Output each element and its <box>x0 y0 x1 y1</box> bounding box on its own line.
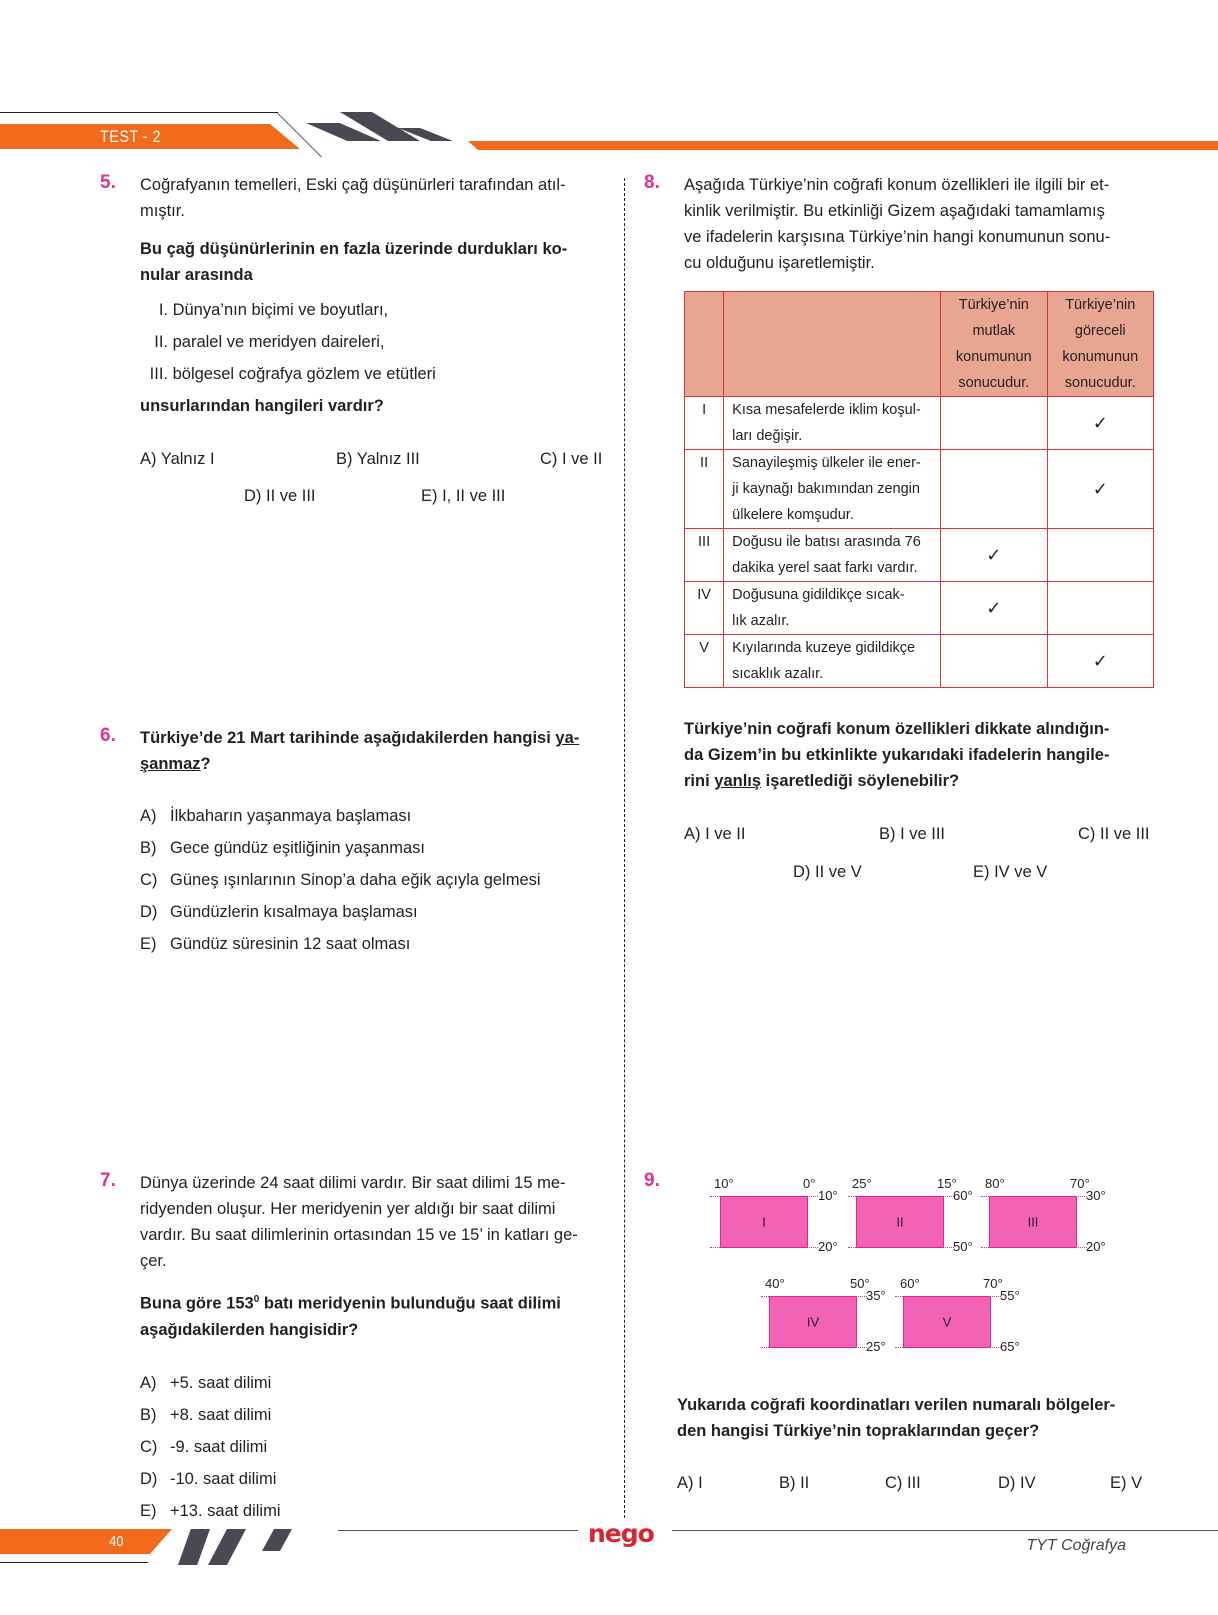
option-e[interactable]: E) I, II ve III <box>421 487 506 505</box>
footer-rule <box>672 1530 1218 1531</box>
longitude-left-label: 10° <box>714 1176 734 1191</box>
option-text: Güneş ışınlarının Sinop’a daha eğik açıyla gelmesi <box>170 871 541 889</box>
option-letter: E) <box>140 1502 157 1520</box>
option-letter: D) <box>140 903 158 921</box>
option-letter: A) <box>140 1374 157 1392</box>
footer-rule <box>338 1530 578 1531</box>
latitude-top-label: 10° <box>818 1188 838 1203</box>
option-d[interactable] <box>140 1463 281 1495</box>
table-row <box>685 529 1154 582</box>
question-number: 7. <box>100 1170 116 1191</box>
intro-line: çer. <box>140 1252 167 1270</box>
footer-stripe <box>208 1529 246 1565</box>
publisher-logo: nego <box>588 1519 654 1548</box>
check-cell-goreceli: ✓ <box>1047 450 1153 529</box>
intro-line: vardır. Bu saat dilimlerinin ortasından 15 ve 15’ in katları ge- <box>140 1226 578 1244</box>
question-stem <box>140 725 579 777</box>
option-text: Gündüz süresinin 12 saat olması <box>170 935 411 953</box>
region-box <box>856 1196 944 1248</box>
footer-bar <box>0 1529 172 1554</box>
option-b[interactable] <box>140 1399 281 1431</box>
statement-line: Doğusuna gidildikçe sıcak- <box>732 587 905 603</box>
subject-label: TYT Coğrafya <box>1026 1537 1126 1554</box>
footer-stripe <box>178 1529 210 1565</box>
latitude-top-label: 55° <box>1000 1288 1020 1303</box>
statement-line: dakika yerel saat farkı vardır. <box>732 560 918 576</box>
option-c[interactable] <box>140 1431 281 1463</box>
option-letter: C) <box>140 871 158 889</box>
column-divider <box>624 178 625 1518</box>
question-intro <box>140 1170 578 1274</box>
row-number: I <box>685 397 724 450</box>
item-text: paralel ve meridyen daireleri, <box>172 333 385 351</box>
roman-numeral: II. <box>154 333 168 351</box>
degree-superscript: 0 <box>253 1294 260 1305</box>
option-text: Gündüzlerin kısalmaya başlaması <box>170 903 418 921</box>
header-goreceli <box>1047 292 1153 397</box>
stem-line <box>140 751 579 777</box>
longitude-left-label: 80° <box>985 1176 1005 1191</box>
option-text: +8. saat dilimi <box>170 1406 272 1424</box>
latitude-top-label: 30° <box>1086 1188 1106 1203</box>
option-e[interactable] <box>140 928 541 960</box>
option-c[interactable] <box>140 864 541 896</box>
header-line: göreceli <box>1074 323 1126 339</box>
option-c[interactable]: C) II ve III <box>1078 825 1150 843</box>
header-line: mutlak <box>972 323 1016 339</box>
stem-text: ? <box>200 755 211 773</box>
stem-text: Türkiye’de 21 Mart tarihinde aşağıdakilerden hangisi <box>140 729 556 747</box>
roman-list <box>140 294 436 390</box>
stem-text: işaretlediği söylenebilir? <box>761 772 960 790</box>
intro-line: ridyenden oluşur. Her meridyenin yer aldığı bir saat dilimi <box>140 1200 556 1218</box>
option-text: -9. saat dilimi <box>170 1438 268 1456</box>
header-right-bar <box>468 141 1218 150</box>
latitude-top-label: 35° <box>866 1288 886 1303</box>
option-e[interactable]: E) IV ve V <box>973 863 1048 881</box>
intro-line: ve ifadelerin karşısına Türkiye’nin hangi konumunun sonu- <box>684 228 1111 246</box>
table-row <box>685 582 1154 635</box>
table-row <box>685 450 1154 529</box>
option-c[interactable]: C) I ve II <box>540 450 603 468</box>
page-number: 40 <box>109 1533 124 1550</box>
statement-line: Doğusu ile batısı arasında 76 <box>732 534 921 550</box>
check-cell-goreceli <box>1047 582 1153 635</box>
question-stem <box>684 716 1109 794</box>
longitude-right-label: 70° <box>1070 1176 1090 1191</box>
stem-line: Bu çağ düşünürlerinin en fazla üzerinde durdukları ko- <box>140 240 568 258</box>
statement-line: lık azalır. <box>732 613 790 629</box>
item-text: Dünya’nın biçimi ve boyutları, <box>172 301 389 319</box>
question-number: 5. <box>100 172 116 193</box>
check-cell-goreceli <box>1047 529 1153 582</box>
header-line: konumunun <box>1062 349 1139 365</box>
header-line: Türkiye’nin <box>1065 297 1136 313</box>
row-number: II <box>685 450 724 529</box>
stem-line: Türkiye’nin coğrafi konum özellikleri dikkate alındığın- <box>684 720 1110 738</box>
header-line: konumunun <box>955 349 1032 365</box>
header-mutlak <box>941 292 1047 397</box>
footer-underline <box>0 1562 148 1563</box>
header-blank-cell <box>685 292 724 397</box>
region-label: I <box>762 1214 766 1230</box>
question-number: 8. <box>644 172 660 193</box>
row-statement <box>724 582 941 635</box>
option-letter: B) <box>140 839 157 857</box>
question-prompt: unsurlarından hangileri vardır? <box>140 397 384 415</box>
statement-line: ları değişir. <box>732 428 803 444</box>
table-header-row <box>685 292 1154 397</box>
statement-line: ji kaynağı bakımından zengin <box>732 481 920 497</box>
activity-table <box>684 291 1154 688</box>
option-a[interactable] <box>140 1367 281 1399</box>
header-line: Türkiye’nin <box>958 297 1029 313</box>
stem-text: rini <box>684 772 715 790</box>
check-cell-mutlak: ✓ <box>941 529 1047 582</box>
option-a[interactable]: A) Yalnız I <box>140 450 215 468</box>
latitude-bottom-label: 65° <box>1000 1339 1020 1354</box>
option-a[interactable]: A) I <box>677 1474 703 1492</box>
intro-line: mıştır. <box>140 202 185 220</box>
statement-line: Kıyılarında kuzeye gidildikçe <box>732 640 916 656</box>
row-number: V <box>685 635 724 688</box>
stem-line <box>684 768 1109 794</box>
stem-line <box>140 1287 561 1317</box>
option-e[interactable]: E) V <box>1110 1474 1143 1492</box>
stem-text: Buna göre 153 <box>140 1294 254 1313</box>
roman-numeral: III. <box>149 365 168 383</box>
option-d[interactable] <box>140 896 541 928</box>
region-label: V <box>942 1314 952 1330</box>
item-text: bölgesel coğrafya gözlem ve etütleri <box>172 365 436 383</box>
region-box <box>720 1196 808 1248</box>
question-intro <box>684 172 1110 276</box>
row-number: IV <box>685 582 724 635</box>
row-number: III <box>685 529 724 582</box>
table-row <box>685 397 1154 450</box>
option-letter: E) <box>140 935 157 953</box>
option-text: +5. saat dilimi <box>170 1374 272 1392</box>
option-d[interactable]: D) II ve III <box>244 487 316 505</box>
stem-line: da Gizem’in bu etkinlikte yukarıdaki ifadelerin hangile- <box>684 746 1110 764</box>
check-cell-goreceli: ✓ <box>1047 635 1153 688</box>
check-cell-mutlak <box>941 450 1047 529</box>
options-list <box>140 1367 281 1527</box>
intro-line: Coğrafyanın temelleri, Eski çağ düşünürleri tarafından atıl- <box>140 176 566 194</box>
region-label: II <box>896 1214 904 1230</box>
list-item <box>140 294 436 326</box>
longitude-right-label: 50° <box>850 1276 870 1291</box>
list-item <box>140 326 436 358</box>
statement-line: ülkelere komşudur. <box>732 507 854 523</box>
row-statement <box>724 450 941 529</box>
option-text: -10. saat dilimi <box>170 1470 277 1488</box>
row-statement <box>724 397 941 450</box>
option-e[interactable] <box>140 1495 281 1527</box>
longitude-left-label: 40° <box>765 1276 785 1291</box>
option-a[interactable]: A) I ve II <box>684 825 746 843</box>
question-stem <box>140 236 567 288</box>
header-line: sonucudur. <box>958 375 1030 391</box>
row-statement <box>724 635 941 688</box>
intro-line: Aşağıda Türkiye’nin coğrafi konum özellikleri ile ilgili bir et- <box>684 176 1110 194</box>
check-cell-mutlak <box>941 397 1047 450</box>
list-item <box>140 358 436 390</box>
question-stem <box>140 1287 561 1343</box>
longitude-left-label: 60° <box>900 1276 920 1291</box>
row-statement <box>724 529 941 582</box>
stem-text: batı meridyenin bulunduğu saat dilimi <box>259 1294 561 1313</box>
question-number: 6. <box>100 725 116 746</box>
latitude-bottom-label: 20° <box>818 1239 838 1254</box>
options-list <box>140 800 541 960</box>
check-cell-goreceli: ✓ <box>1047 397 1153 450</box>
longitude-right-label: 15° <box>937 1176 957 1191</box>
option-c[interactable]: C) III <box>885 1474 921 1492</box>
intro-line: cu olduğunu işaretlemiştir. <box>684 254 875 272</box>
region-label: III <box>1027 1214 1039 1230</box>
stem-line: nular arasında <box>140 266 253 284</box>
option-b[interactable]: B) II <box>779 1474 810 1492</box>
option-b[interactable]: B) I ve III <box>879 825 946 843</box>
test-title: TEST - 2 <box>100 127 161 146</box>
header-diagonal <box>276 112 322 157</box>
table-row <box>685 635 1154 688</box>
option-b[interactable] <box>140 832 541 864</box>
longitude-right-label: 70° <box>983 1276 1003 1291</box>
latitude-bottom-label: 20° <box>1086 1239 1106 1254</box>
region-box <box>769 1296 857 1348</box>
longitude-left-label: 25° <box>852 1176 872 1191</box>
latitude-bottom-label: 25° <box>866 1339 886 1354</box>
underlined-text: şanmaz <box>140 755 201 773</box>
intro-line: kinlik verilmiştir. Bu etkinliği Gizem aşağıdaki tamamlamış <box>684 202 1105 220</box>
option-letter: B) <box>140 1406 157 1424</box>
option-text: +13. saat dilimi <box>170 1502 281 1520</box>
latitude-top-label: 60° <box>953 1188 973 1203</box>
option-d[interactable]: D) IV <box>998 1474 1036 1492</box>
option-text: Gece gündüz eşitliğinin yaşanması <box>170 839 425 857</box>
stem-line: aşağıdakilerden hangisidir? <box>140 1320 359 1339</box>
region-box <box>903 1296 991 1348</box>
check-cell-mutlak: ✓ <box>941 582 1047 635</box>
longitude-right-label: 0° <box>803 1176 816 1191</box>
stem-line: den hangisi Türkiye’nin topraklarından geçer? <box>677 1422 1040 1440</box>
footer-stripe <box>262 1529 292 1551</box>
question-number: 9. <box>644 1170 660 1191</box>
intro-line: Dünya üzerinde 24 saat dilimi vardır. Bir saat dilimi 15 me- <box>140 1174 566 1192</box>
check-cell-mutlak <box>941 635 1047 688</box>
stem-line: Yukarıda coğrafi koordinatları verilen numaralı bölgeler- <box>677 1396 1116 1414</box>
header-rule <box>0 112 278 113</box>
header-line: sonucudur. <box>1064 375 1136 391</box>
option-d[interactable]: D) II ve V <box>793 863 862 881</box>
underlined-text: ya- <box>555 729 580 747</box>
option-b[interactable]: B) Yalnız III <box>336 450 420 468</box>
stem-line <box>140 725 579 751</box>
region-label: IV <box>806 1314 820 1330</box>
statement-line: Kısa mesafelerde iklim koşul- <box>732 402 921 418</box>
option-letter: A) <box>140 807 157 825</box>
region-box <box>989 1196 1077 1248</box>
question-stem <box>677 1392 1115 1444</box>
option-a[interactable] <box>140 800 541 832</box>
latitude-bottom-label: 50° <box>953 1239 973 1254</box>
underlined-text: yanlış <box>714 772 762 790</box>
option-letter: D) <box>140 1470 158 1488</box>
option-text: İlkbaharın yaşanmaya başlaması <box>170 807 412 825</box>
roman-numeral: I. <box>158 301 168 319</box>
question-intro <box>140 172 566 224</box>
statement-line: sıcaklık azalır. <box>732 666 824 682</box>
option-letter: C) <box>140 1438 158 1456</box>
statement-line: Sanayileşmiş ülkeler ile ener- <box>732 455 921 471</box>
header-blank-cell <box>724 292 941 397</box>
